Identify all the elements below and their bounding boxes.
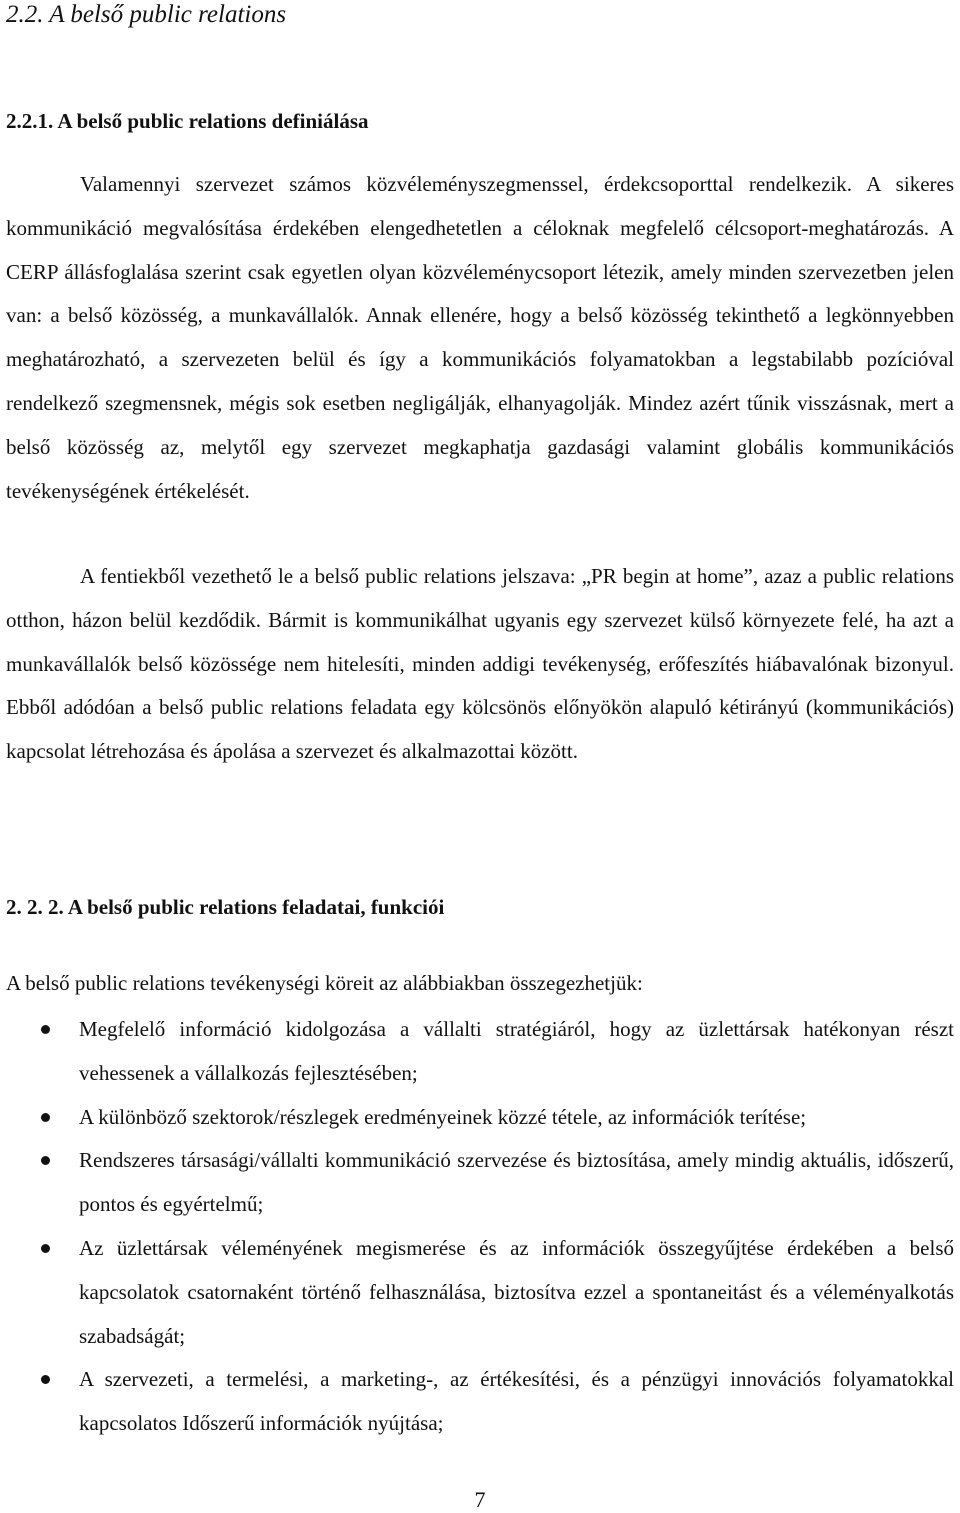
bullet-icon <box>41 1113 50 1122</box>
subsection-title-definition: 2.2.1. A belső public relations definiálása <box>6 109 369 133</box>
bullet-icon <box>41 1375 50 1384</box>
list-item-text: Rendszeres társasági/vállalti kommunikáció szervezése és biztosítása, amely mindig aktuális, időszerű, pontos és egyértelmű; <box>79 1148 954 1217</box>
paragraph-definition-1: Valamennyi szervezet számos közvéleményszegmenssel, érdekcsoporttal rendelkezik. A sikeres kommunikáció megvalósítása érdekében elengedhetetlen a céloknak megfelelő célcsoport-meghatározás. A CERP állásfoglalása szerint csak egyetlen olyan közvéleménycsoport létezik, amely minden szervezetben jelen van: a belső közösség, a munkavállalók. Annak ellenére, hogy a belső közösség tekinthető a legkönnyebben meghatározható, a szervezeten belül és így a kommunikációs folyamatokban a legstabilabb pozícióval rendelkező szegmensnek, mégis sok esetben negligálják, elhanyagolják. Mindez azért tűnik visszásnak, mert a belső közösség az, melytől egy szervezet megkaphatja gazdasági valamint globális kommunikációs tevékenységének értékelését. <box>6 172 954 503</box>
list-item <box>6 1358 954 1446</box>
subsection-title-functions: 2. 2. 2. A belső public relations feladatai, funkciói <box>6 895 445 919</box>
bullet-icon <box>41 1244 50 1253</box>
list-item-text: Az üzlettársak véleményének megismerése és az információk összegyűjtése érdekében a belső kapcsolatok csatornaként történő felhasználása, biztosítva ezzel a spontaneitást és a véleményalkotás szabadságát; <box>79 1235 954 1348</box>
functions-intro: A belső public relations tevékenységi köreit az alábbiakban összegezhetjük: <box>6 971 643 995</box>
list-item <box>6 1139 954 1227</box>
bullet-icon <box>41 1156 50 1165</box>
list-item <box>6 1096 954 1140</box>
bullet-icon <box>41 1025 50 1034</box>
list-item-text: A különböző szektorok/részlegek eredményeinek közzé tétele, az információk terítése; <box>79 1104 807 1129</box>
list-item <box>6 1227 954 1358</box>
paragraph-definition-2: A fentiekből vezethető le a belső public relations jelszava: „PR begin at home”, azaz a public relations otthon, házon belül kezdődik. Bármit is kommunikálhat ugyanis egy szervezet külső környezete felé, ha azt a munkavállalók belső közössége nem hitelesíti, minden addigi tevékenység, erőfeszítés hiábavalónak bizonyul. Ebből adódóan a belső public relations feladata egy kölcsönös előnyökön alapuló kétirányú (kommunikációs) kapcsolat létrehozása és ápolása a szervezet és alkalmazottai között. <box>6 564 954 764</box>
list-item <box>6 1008 954 1096</box>
page-number: 7 <box>474 1487 486 1512</box>
list-item-text: Megfelelő információ kidolgozása a vállalti stratégiáról, hogy az üzlettársak hatékonyan részt vehessenek a vállalkozás fejlesztésében; <box>79 1017 954 1085</box>
section-title: 2.2. A belső public relations <box>6 1 287 28</box>
list-item-text: A szervezeti, a termelési, a marketing-, az értékesítési, és a pénzügyi innovációs folyamatokkal kapcsolatos Időszerű információk nyújtása; <box>79 1367 954 1436</box>
functions-list <box>6 1008 954 1446</box>
